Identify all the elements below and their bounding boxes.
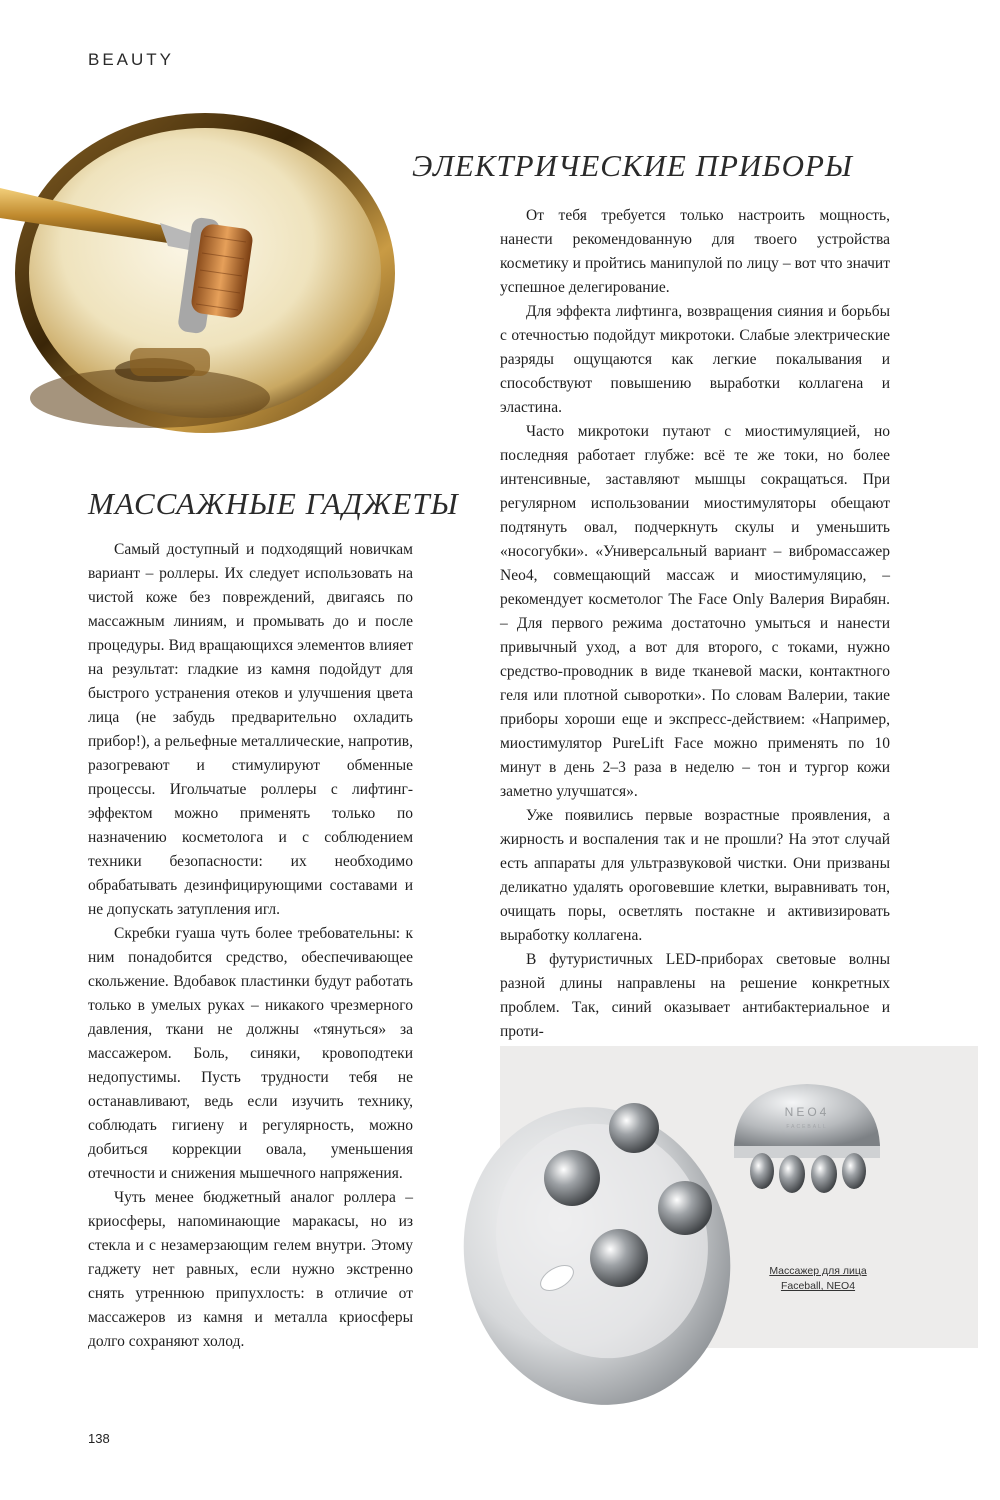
faceball-logo: FACEBALL <box>786 1124 828 1130</box>
massage-gadgets-text <box>88 538 413 1354</box>
electric-devices-text <box>500 204 890 1044</box>
massage-paragraph: Самый доступный и подходящий новичкам вариант – роллеры. Их следует использовать на чистой коже без повреждений, двигаясь по массажным линиям, и промывать до и после процедуры. Вид вращающихся элементов влияет на результат: гладкие из камня подойдут для быстрого устранения отеков и улучшения цвета лица (не забудь предварительно охладить прибор!), а рельефные металлические, напротив, разогревают и стимулируют обменные процессы. Игольчатые роллеры с лифтинг-эффектом можно применять только по назначению косметолога и с соблюдением техники безопасности: их необходимо обрабатывать дезинфицирующими составами и не допускать затупления игл. <box>88 541 413 918</box>
electric-paragraph: В футуристичных LED-приборах световые волны разной длины направлены на решение конкретных проблем. Так, синий оказывает антибактериальное и проти- <box>500 951 890 1040</box>
electric-paragraph: От тебя требуется только настроить мощность, нанести рекомендованную для твоего устройства косметику и пройтись манипулой по лицу – вот что значит успешное делегирование. <box>500 207 890 296</box>
massage-paragraph: Чуть менее бюджетный аналог роллера – криосферы, напоминающие маракасы, но из стекла и с незамерзающим гелем внутри. Этому гаджету нет равных, если нужно экстренно снять утреннюю припухлость: в отличие от массажеров из камня и металла криосферы долго сохраняют холод. <box>88 1189 413 1350</box>
section-label: BEAUTY <box>88 50 175 69</box>
electric-devices-heading: ЭЛЕКТРИЧЕСКИЕ ПРИБОРЫ <box>412 148 853 183</box>
page-number: 138 <box>88 1431 110 1446</box>
neo4-logo: NEO4 <box>784 1105 830 1119</box>
electric-paragraph: Для эффекта лифтинга, возвращения сияния и борьбы с отечностью подойдут микротоки. Слабые электрические разряды ощущаются как легкие покалывания и способствуют повышению выработки коллагена и эластина. <box>500 303 890 416</box>
caption-line: Faceball, NEO4 <box>780 1280 856 1292</box>
caption-line: Массажер для лица <box>769 1265 867 1277</box>
electric-paragraph: Часто микротоки путают с миостимуляцией, но последняя работает глубже: всё те же токи, но более интенсивные, заставляют мышцы сокращаться. При регулярном использовании миостимуляторы обещают подтянуть овал, подчеркнуть скулы и уменьшить «носогубки». «Универсальный вариант – вибромассажер Neo4, совмещающий массаж и миостимуляцию, – рекомендует косметолог The Face Only Валерия Вирабян. – Для первого режима достаточно умыться и нанести привычный уход, а вот для второго, с токами, нужно средство-проводник в виде тканевой маски, контактного геля или плотной сыворотки». По словам Валерии, такие приборы хороши еще и экспресс-действием: «Например, миостимулятор PureLift Face можно применять по 10 минут в день 2–3 раза в неделю – тон и тургор кожи заметно улучшатся». <box>500 423 890 800</box>
face-massager-photo <box>462 1046 978 1406</box>
electric-paragraph: Уже появились первые возрастные проявления, а жирность и воспаления так и не прошли? На этот случай есть аппараты для ультразвуковой чистки. Они призваны деликатно удалять ороговевшие клетки, выравнивать тон, очищать поры, осветлять постакне и активизировать выработку коллагена. <box>500 807 890 944</box>
massage-gadgets-heading: МАССАЖНЫЕ ГАДЖЕТЫ <box>88 486 459 521</box>
massage-paragraph: Скребки гуаша чуть более требовательны: к ним понадобится средство, обеспечивающее скольжение. Вдобавок пластинки будут работать только в умелых руках – никакого чрезмерного давления, ткани не должны «тянуться» за массажером. Боль, синяки, кровоподтеки недопустимы. Пусть трудности тебя не останавливают, ведь если изучить технику, соблюдать гигиену и регулярность, можно добиться коррекции овала, уменьшения отечности и снижения мышечного напряжения. <box>88 925 413 1182</box>
photo-caption <box>758 1264 878 1294</box>
derma-roller-photo <box>0 108 400 438</box>
